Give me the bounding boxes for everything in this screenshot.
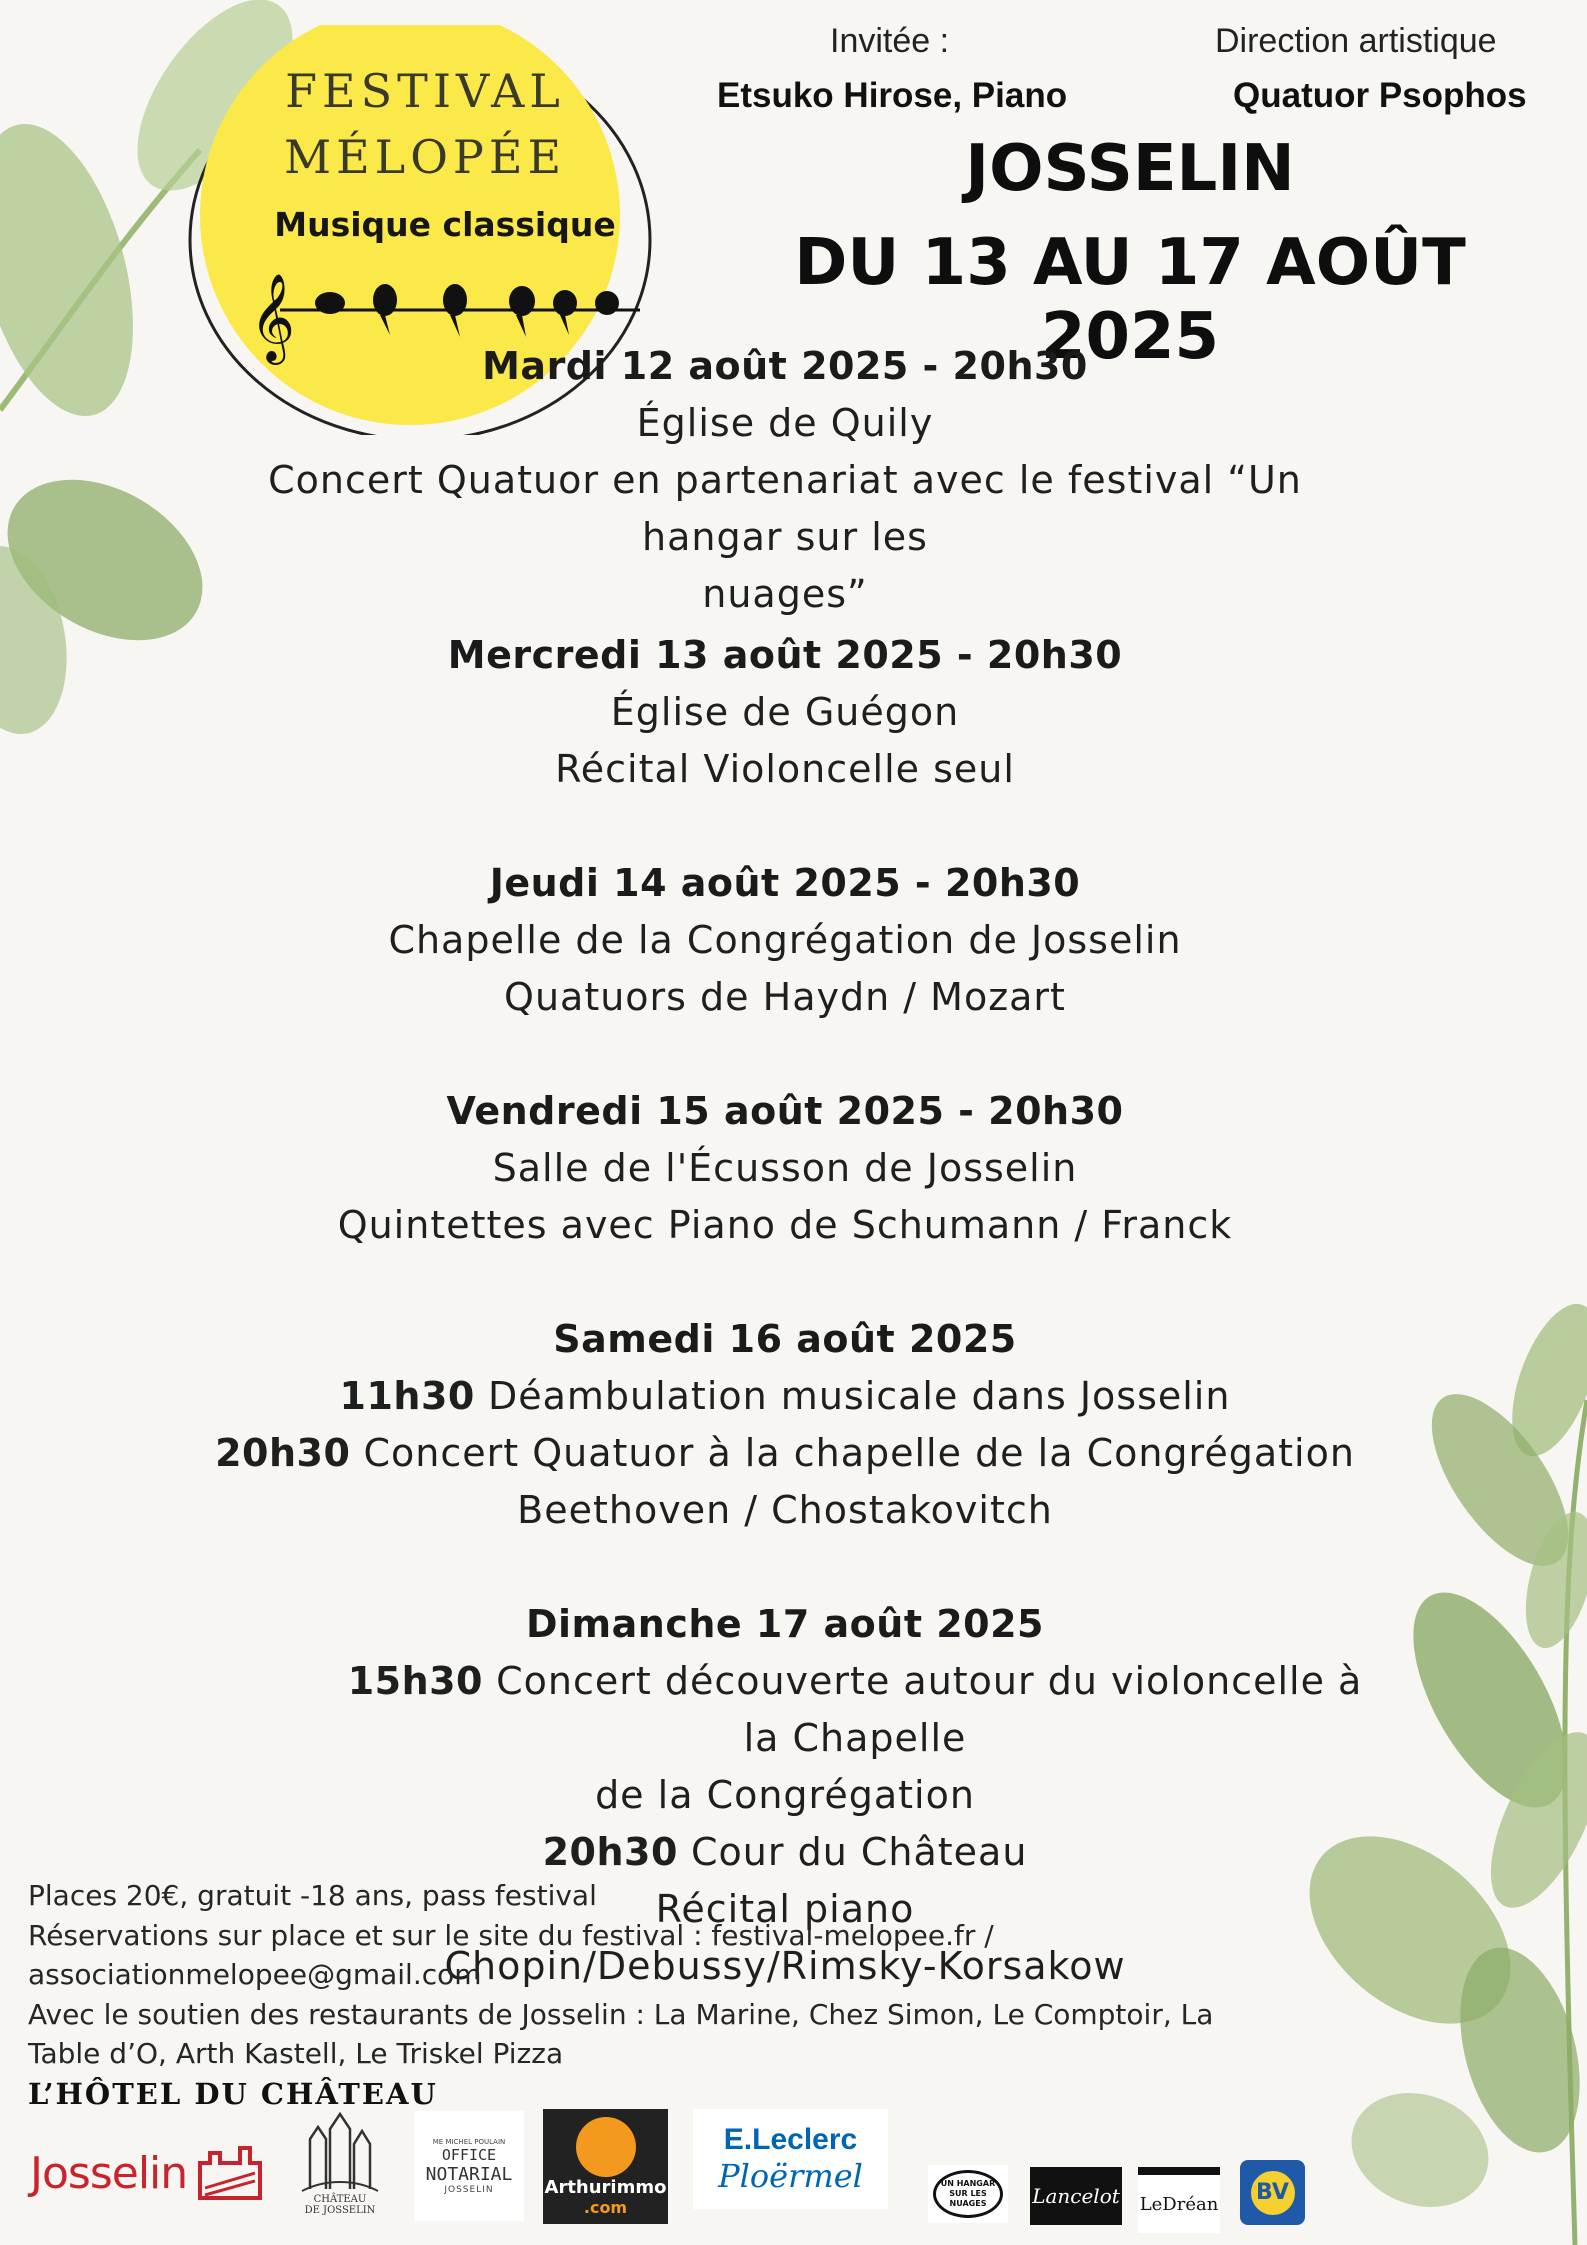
event-description: Concert Quatuor en partenariat avec le festival “Un hangar sur les xyxy=(268,458,1302,559)
reservations-text: Réservations sur place et sur le site du festival : festival-melopee.fr / xyxy=(28,1918,994,1952)
support-text: Avec le soutien des restaurants de Josselin : La Marine, Chez Simon, Le Comptoir, La xyxy=(28,1997,1214,2031)
dates-title: DU 13 AU 17 AOÛT 2025 xyxy=(794,226,1466,374)
event-slot xyxy=(200,1824,1370,1881)
ledrean-text: LeDréan xyxy=(1139,2193,1219,2215)
event-slot xyxy=(200,1368,1370,1425)
event-date: Dimanche 17 août 2025 xyxy=(525,1602,1044,1646)
leclerc-city: Ploërmel xyxy=(718,2157,863,2195)
chateau-icon xyxy=(300,2109,380,2194)
arthurimmo-text: Arthurimmo xyxy=(544,2176,667,2198)
office-notarial-logo xyxy=(414,2111,524,2221)
program-list xyxy=(200,338,1370,1995)
reservations-email: associationmelopee@gmail.com xyxy=(28,1958,482,1991)
chateau-de-josselin-logo xyxy=(290,2100,390,2225)
event-description-cont: nuages” xyxy=(702,572,868,616)
event-place: Église de Guégon xyxy=(610,690,960,734)
event-slot-text: Concert découverte autour du violoncelle à la Chapelle xyxy=(483,1659,1363,1760)
event-place: Chapelle de la Congrégation de Josselin xyxy=(388,918,1182,962)
ledrean-logo xyxy=(1138,2167,1220,2233)
event-slot-text: Cour du Château xyxy=(677,1830,1028,1874)
event-slot-cont: de la Congrégation xyxy=(595,1773,975,1817)
footer-info xyxy=(28,1876,1328,2074)
chateau-text: CHÂTEAU xyxy=(313,2194,367,2205)
bv-text: BV xyxy=(1251,2171,1295,2215)
event-slot xyxy=(200,1653,1370,1767)
chateau-text-cont: DE JOSSELIN xyxy=(304,2205,376,2216)
direction-label: Direction artistique xyxy=(1215,22,1497,60)
event-slot-text: Concert Quatuor à la chapelle de la Congrégation xyxy=(350,1431,1355,1475)
event-date: Vendredi 15 août 2025 - 20h30 xyxy=(446,1089,1124,1133)
notaire-office: OFFICE xyxy=(441,2145,497,2164)
event-description-cont: Chopin/Debussy/Rimsky-Korsakow xyxy=(444,1944,1126,1988)
event-tuesday xyxy=(200,338,1370,623)
event-slot-text: Déambulation musicale dans Josselin xyxy=(474,1374,1231,1418)
event-time: 15h30 xyxy=(347,1659,484,1703)
event-description: Beethoven / Chostakovitch xyxy=(517,1488,1053,1532)
event-description: Récital Violoncelle seul xyxy=(555,747,1015,791)
notaire-name: ME MICHEL POULAIN xyxy=(432,2137,506,2146)
event-time: 20h30 xyxy=(215,1431,351,1475)
guest-label: Invitée : xyxy=(830,22,950,60)
josselin-logo-text: Josselin xyxy=(30,2147,188,2199)
logo-subtitle: Musique classique xyxy=(274,205,616,244)
event-wednesday xyxy=(200,627,1370,798)
hangar-logo xyxy=(928,2165,1008,2223)
event-date: Samedi 16 août 2025 xyxy=(553,1317,1017,1361)
city-title: JOSSELIN xyxy=(965,132,1295,206)
notaire-notarial: NOTARIAL xyxy=(425,2163,513,2185)
hotel-du-chateau-logo: L’HÔTEL DU CHÂTEAU xyxy=(28,2077,438,2111)
prices-text: Places 20€, gratuit -18 ans, pass festival xyxy=(28,1879,597,1912)
event-description: Quintettes avec Piano de Schumann / Franck xyxy=(337,1203,1233,1247)
guest-name: Etsuko Hirose, Piano xyxy=(717,76,1068,115)
josselin-logo xyxy=(30,2133,280,2213)
arthurimmo-icon xyxy=(576,2117,636,2177)
logo-title-melopee: MÉLOPÉE xyxy=(283,130,567,184)
event-friday xyxy=(200,1083,1370,1254)
event-saturday xyxy=(200,1311,1370,1539)
direction-name: Quatuor Psophos xyxy=(1233,76,1527,115)
notaire-city: JOSSELIN xyxy=(444,2184,494,2195)
event-date: Mercredi 13 août 2025 - 20h30 xyxy=(447,633,1123,677)
event-time: 11h30 xyxy=(339,1374,475,1418)
support-text-cont: Table d’O, Arth Kastell, Le Triskel Pizza xyxy=(28,2037,564,2070)
event-time: 20h30 xyxy=(542,1830,678,1874)
event-slot xyxy=(200,1425,1370,1482)
bv-logo xyxy=(1240,2160,1305,2225)
castle-icon xyxy=(195,2143,265,2203)
hangar-text: UN HANGAR SUR LES NUAGES xyxy=(933,2170,1003,2218)
event-date: Mardi 12 août 2025 - 20h30 xyxy=(482,344,1088,388)
event-thursday xyxy=(200,855,1370,1026)
logo-title-festival: FESTIVAL xyxy=(285,64,565,118)
leclerc-logo xyxy=(693,2109,888,2209)
arthurimmo-logo xyxy=(543,2109,668,2224)
event-place: Église de Quily xyxy=(636,401,934,445)
lancelot-text: Lancelot xyxy=(1032,2184,1120,2208)
event-place: Salle de l'Écusson de Josselin xyxy=(492,1146,1078,1190)
event-description: Récital piano xyxy=(655,1887,915,1931)
svg-text:𝄞: 𝄞 xyxy=(250,272,295,361)
event-date: Jeudi 14 août 2025 - 20h30 xyxy=(489,861,1081,905)
arthurimmo-com: .com xyxy=(583,2197,628,2217)
event-description: Quatuors de Haydn / Mozart xyxy=(504,975,1066,1019)
leclerc-text: E.Leclerc xyxy=(723,2123,858,2156)
lancelot-logo xyxy=(1030,2167,1122,2225)
